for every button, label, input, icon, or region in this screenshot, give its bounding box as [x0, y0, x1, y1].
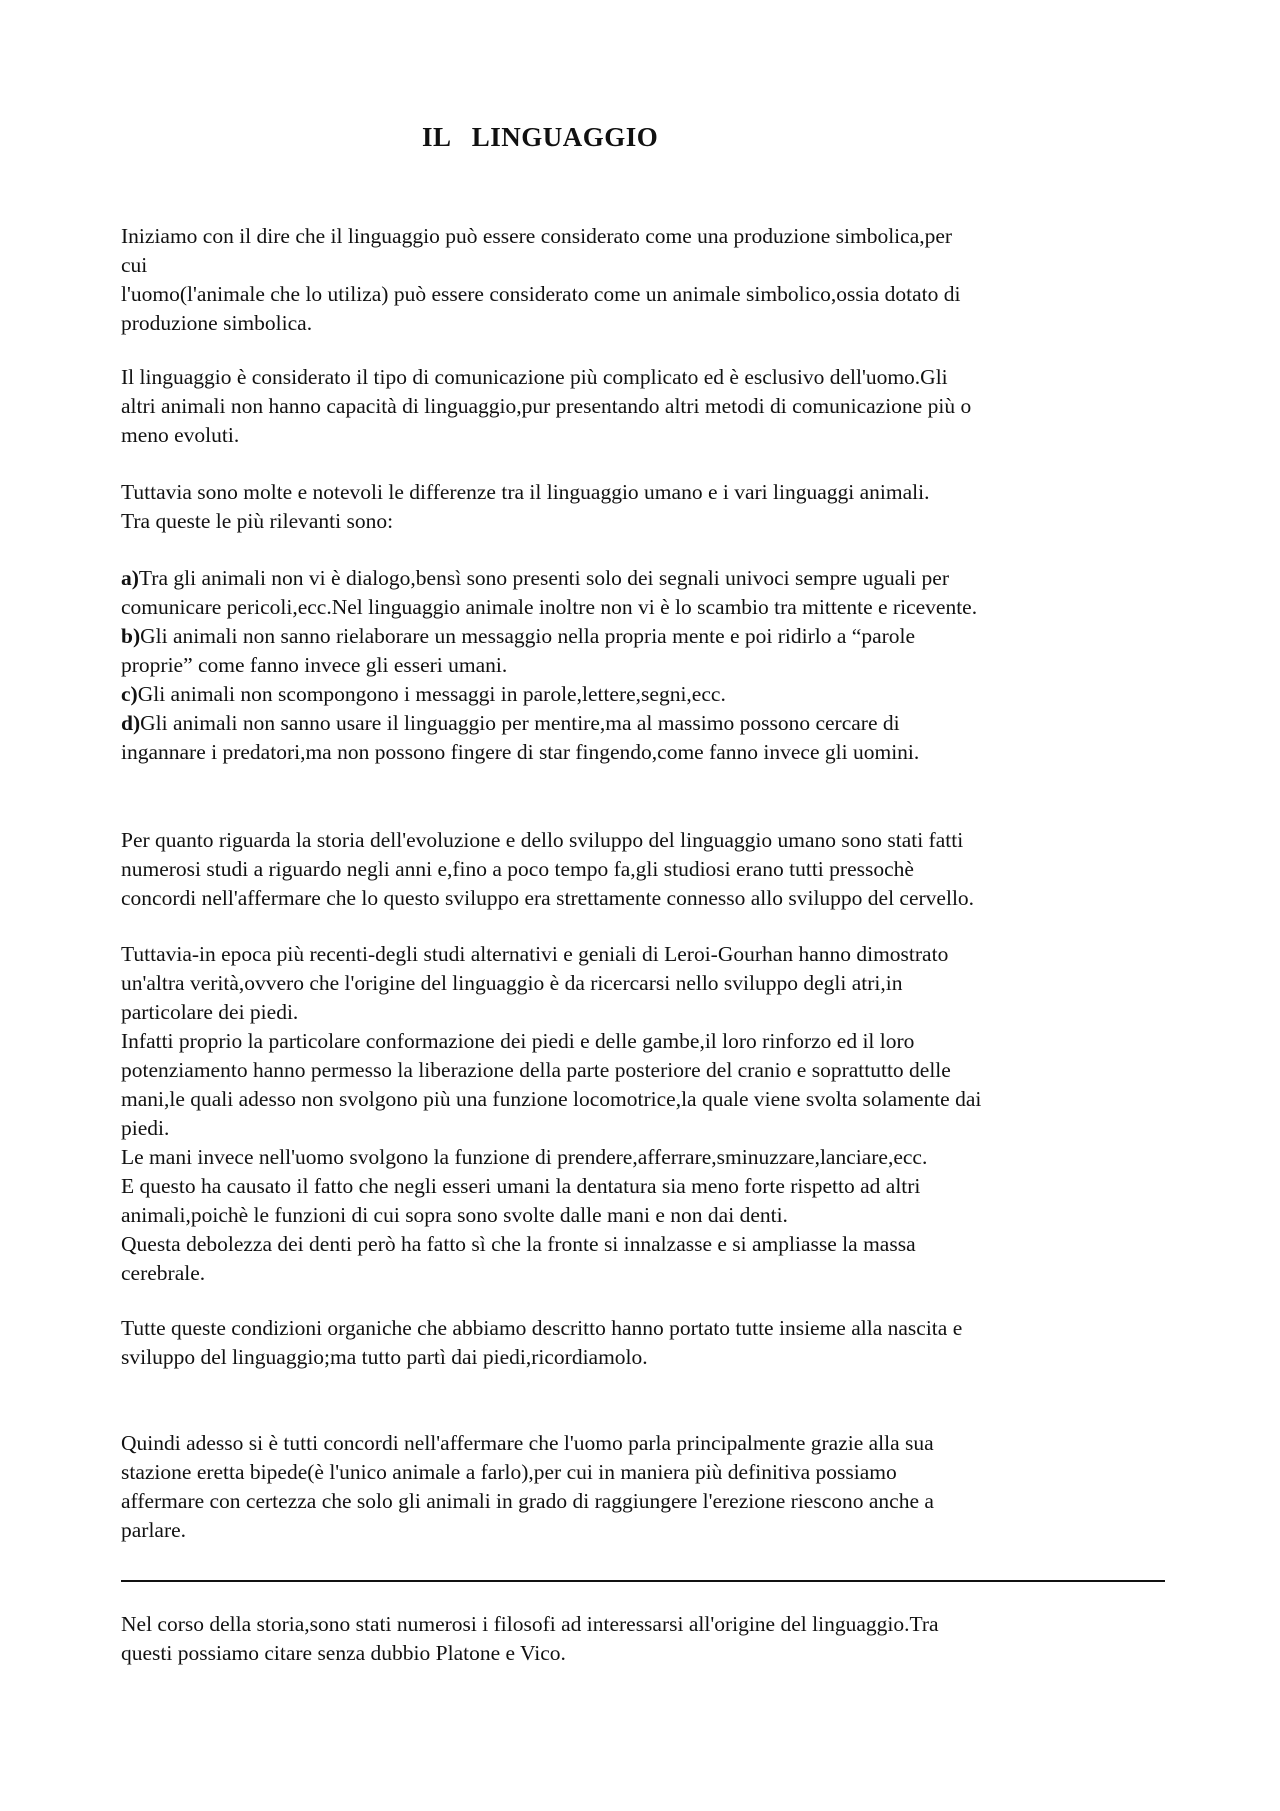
paragraph-conditions: [121, 1314, 1181, 1372]
text-line: parlare.: [121, 1518, 187, 1542]
list-item-c: [121, 680, 1181, 709]
text-line: altri animali non hanno capacità di linguaggio,pur presentando altri metodi di comunicazione più o: [121, 394, 972, 418]
text-line: stazione eretta bipede(è l'unico animale a farlo),per cui in maniera più definitiva possiamo: [121, 1460, 897, 1484]
text-line: particolare dei piedi.: [121, 1000, 299, 1024]
list-label: c): [121, 682, 138, 706]
list-label: d): [121, 711, 141, 735]
text-line: Tuttavia-in epoca più recenti-degli studi alternativi e geniali di Leroi-Gourhan hanno dimostrato: [121, 942, 949, 966]
paragraph-intro: [121, 222, 1181, 338]
horizontal-divider: [121, 1580, 1165, 1582]
text-line: animali,poichè le funzioni di cui sopra sono svolte dalle mani e non dai denti.: [121, 1203, 788, 1227]
text-line: potenziamento hanno permesso la liberazione della parte posteriore del cranio e soprattutto delle: [121, 1058, 951, 1082]
text-line: questi possiamo citare senza dubbio Platone e Vico.: [121, 1641, 566, 1665]
list-item-a: [121, 564, 1181, 593]
list-item-continuation: ingannare i predatori,ma non possono fingere di star fingendo,come fanno invece gli uomini.: [121, 740, 920, 764]
paragraph-philosophers: [121, 1610, 1181, 1668]
text-line: Questa debolezza dei denti però ha fatto sì che la fronte si innalzasse e si ampliasse la massa: [121, 1232, 916, 1256]
text-line: cui: [121, 253, 148, 277]
list-item-d: [121, 709, 1181, 738]
text-line: concordi nell'affermare che lo questo sviluppo era strettamente connesso allo sviluppo del cervello.: [121, 886, 975, 910]
paragraph-conclusion: [121, 1429, 1181, 1545]
text-line: Per quanto riguarda la storia dell'evoluzione e dello sviluppo del linguaggio umano sono stati fatti: [121, 828, 964, 852]
text-line: Infatti proprio la particolare conformazione dei piedi e delle gambe,il loro rinforzo ed il loro: [121, 1029, 915, 1053]
text-line: piedi.: [121, 1116, 170, 1140]
paragraph-differences: [121, 478, 1181, 536]
list-item-text: Gli animali non sanno rielaborare un messaggio nella propria mente e poi ridirlo a “parole: [140, 624, 916, 648]
list-label: a): [121, 566, 139, 590]
text-line: l'uomo(l'animale che lo utiliza) può essere considerato come un animale simbolico,ossia dotato di: [121, 282, 961, 306]
list-label: b): [121, 624, 141, 648]
text-line: Iniziamo con il dire che il linguaggio può essere considerato come una produzione simbolica,per: [121, 224, 953, 248]
paragraph-history: [121, 826, 1181, 913]
text-line: Tra queste le più rilevanti sono:: [121, 509, 394, 533]
text-line: numerosi studi a riguardo negli anni e,fino a poco tempo fa,gli studiosi erano tutti pressochè: [121, 857, 914, 881]
document-title: IL LINGUAGGIO: [422, 122, 659, 152]
list-item-text: Gli animali non scompongono i messaggi in parole,lettere,segni,ecc.: [137, 682, 726, 706]
list-item-continuation: comunicare pericoli,ecc.Nel linguaggio animale inoltre non vi è lo scambio tra mittente e ricevente.: [121, 595, 978, 619]
text-line: E questo ha causato il fatto che negli esseri umani la dentatura sia meno forte rispetto ad altri: [121, 1174, 921, 1198]
text-line: cerebrale.: [121, 1261, 206, 1285]
text-line: Tuttavia sono molte e notevoli le differenze tra il linguaggio umano e i vari linguaggi animali.: [121, 480, 930, 504]
paragraph-leroi-gourhan: [121, 940, 1181, 1288]
text-line: Quindi adesso si è tutti concordi nell'affermare che l'uomo parla principalmente grazie alla sua: [121, 1431, 934, 1455]
text-line: un'altra verità,ovvero che l'origine del linguaggio è da ricercarsi nello sviluppo degli atri,in: [121, 971, 903, 995]
differences-list: [121, 564, 1181, 767]
text-line: mani,le quali adesso non svolgono più una funzione locomotrice,la quale viene svolta solamente dai: [121, 1087, 982, 1111]
text-line: sviluppo del linguaggio;ma tutto partì dai piedi,ricordiamolo.: [121, 1345, 648, 1369]
list-item-continuation: proprie” come fanno invece gli esseri umani.: [121, 653, 508, 677]
paragraph-communication: [121, 363, 1181, 450]
text-line: affermare con certezza che solo gli animali in grado di raggiungere l'erezione riescono anche a: [121, 1489, 934, 1513]
list-item-b: [121, 622, 1181, 651]
text-line: Nel corso della storia,sono stati numerosi i filosofi ad interessarsi all'origine del linguaggio.Tra: [121, 1612, 939, 1636]
text-line: produzione simbolica.: [121, 311, 313, 335]
list-item-text: Tra gli animali non vi è dialogo,bensì sono presenti solo dei segnali univoci sempre uguali per: [138, 566, 950, 590]
text-line: Tutte queste condizioni organiche che abbiamo descritto hanno portato tutte insieme alla nascita e: [121, 1316, 963, 1340]
list-item-text: Gli animali non sanno usare il linguaggio per mentire,ma al massimo possono cercare di: [140, 711, 900, 735]
text-line: meno evoluti.: [121, 423, 240, 447]
text-line: Il linguaggio è considerato il tipo di comunicazione più complicato ed è esclusivo dell'uomo.Gli: [121, 365, 948, 389]
text-line: Le mani invece nell'uomo svolgono la funzione di prendere,afferrare,sminuzzare,lanciare,ecc.: [121, 1145, 928, 1169]
